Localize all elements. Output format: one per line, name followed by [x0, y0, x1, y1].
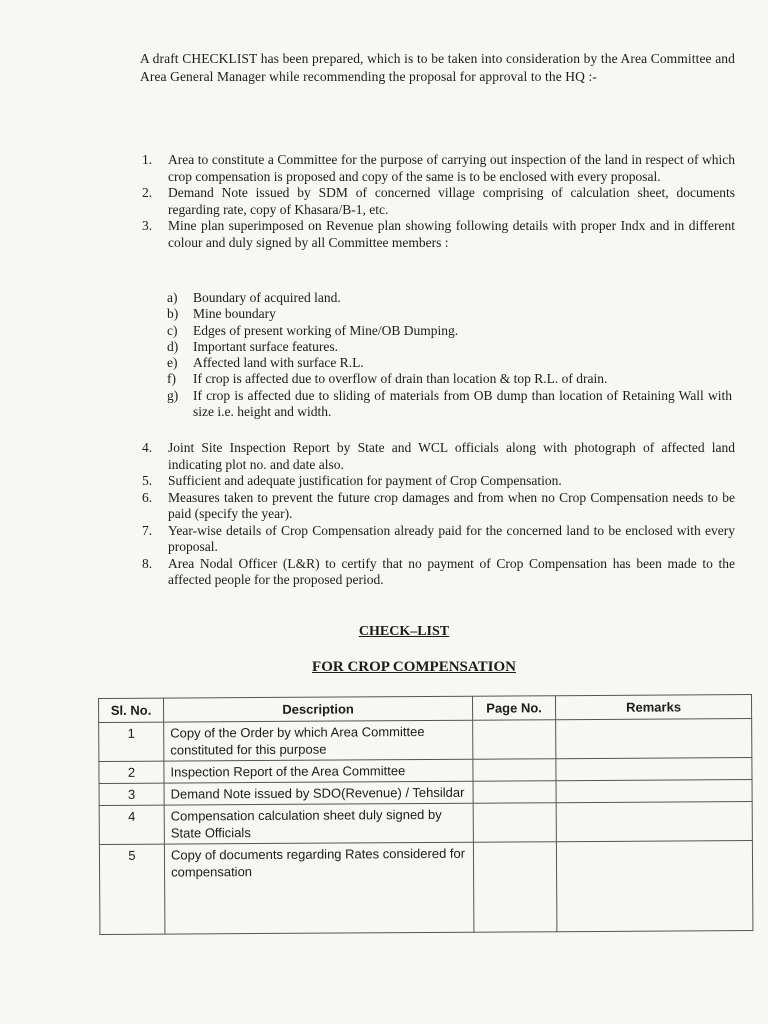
list-item	[140, 473, 735, 490]
item-number: 6.	[142, 489, 153, 505]
item-number: 5.	[142, 473, 153, 488]
item-text: Sufficient and adequate justification for payment of Crop Compensation.	[168, 473, 562, 488]
item-number: 1.	[142, 152, 153, 167]
cell-sl-no: 3	[99, 783, 164, 805]
item-text: Mine plan superimposed on Revenue plan showing following details with proper Indx and in different colour and duly signed by all Committee members :	[168, 218, 735, 250]
item-text: Joint Site Inspection Report by State and WCL officials along with photograph of affected land indicating plot no. and date also.	[168, 440, 735, 472]
sub-list-item	[167, 355, 732, 371]
sub-list-item	[167, 290, 732, 306]
mine-plan-details-list	[167, 290, 732, 420]
item-text: Demand Note issued by SDM of concerned village comprising of calculation sheet, documents regarding rate, copy of Khasara/B-1, etc.	[168, 185, 735, 217]
cell-sl-no: 4	[99, 805, 164, 844]
item-number: 3.	[142, 218, 153, 233]
list-item	[140, 523, 735, 556]
cell-description: Copy of the Order by which Area Committee constituted for this purpose	[164, 720, 473, 761]
cell-page-no	[473, 720, 556, 760]
sub-list-item	[167, 306, 732, 322]
cell-description: Demand Note issued by SDO(Revenue) / Tehsildar	[164, 781, 473, 805]
cell-page-no	[473, 781, 556, 804]
sub-item-text: If crop is affected due to sliding of materials from OB dump than location of Retaining Wall with size i.e. height and width.	[193, 387, 732, 420]
list-item	[140, 185, 735, 218]
sub-item-text: Edges of present working of Mine/OB Dumping.	[193, 322, 459, 338]
sub-item-text: Affected land with surface R.L.	[193, 355, 364, 371]
cell-page-no	[473, 842, 557, 933]
intro-paragraph: A draft CHECKLIST has been prepared, which is to be taken into consideration by the Area Committee and Area General Manager while recommending the proposal for approval to the HQ :-	[140, 51, 735, 84]
list-item	[140, 218, 735, 251]
sub-list-item	[167, 388, 732, 421]
cell-description: Compensation calculation sheet duly signed by State Officials	[164, 803, 473, 844]
sub-item-letter: c)	[167, 322, 178, 338]
header-description: Description	[164, 696, 473, 722]
table-row	[99, 802, 752, 845]
cell-page-no	[473, 759, 556, 782]
sub-item-letter: d)	[167, 338, 179, 354]
checklist-items-4-8	[140, 440, 735, 589]
list-item	[140, 490, 735, 523]
sub-item-letter: e)	[167, 355, 178, 371]
cell-remarks	[556, 758, 752, 781]
cell-sl-no: 2	[99, 761, 164, 783]
cell-remarks	[556, 841, 753, 932]
cell-page-no	[473, 803, 556, 843]
item-number: 7.	[142, 522, 153, 538]
sub-item-letter: b)	[167, 306, 179, 322]
sub-item-letter: a)	[167, 290, 178, 305]
item-text: Area to constitute a Committee for the purpose of carrying out inspection of the land in respect of which crop compensation is proposed and copy of the same is to be enclosed with every proposal.	[168, 152, 735, 184]
table-row	[99, 841, 753, 935]
checklist-items-1-3	[140, 152, 735, 251]
header-page-no: Page No.	[472, 696, 555, 721]
cell-sl-no: 1	[99, 722, 164, 761]
sub-list-item	[167, 323, 732, 339]
item-text: Area Nodal Officer (L&R) to certify that no payment of Crop Compensation has been made to the affected people for the proposed period.	[168, 555, 735, 587]
item-number: 2.	[142, 185, 153, 200]
cell-remarks	[556, 780, 752, 803]
sub-item-letter: f)	[167, 371, 176, 387]
checklist-title: CHECK–LIST	[358, 624, 450, 639]
cell-remarks	[556, 802, 752, 842]
item-number: 8.	[142, 555, 153, 571]
header-remarks: Remarks	[555, 695, 751, 720]
table-row	[99, 719, 752, 762]
sub-item-letter: g)	[167, 387, 179, 403]
cell-remarks	[556, 719, 752, 759]
sub-item-text: If crop is affected due to overflow of drain than location & top R.L. of drain.	[193, 371, 608, 387]
checklist-table	[98, 694, 753, 935]
item-number: 4.	[142, 440, 153, 455]
sub-item-text: Important surface features.	[193, 338, 339, 354]
cell-description: Copy of documents regarding Rates considered for compensation	[164, 842, 474, 934]
checklist-subtitle: FOR CROP COMPENSATION	[312, 659, 516, 675]
list-item	[140, 440, 735, 473]
sub-list-item	[167, 339, 732, 355]
cell-description: Inspection Report of the Area Committee	[164, 759, 473, 783]
header-sl-no: Sl. No.	[99, 698, 164, 722]
sub-item-text: Mine boundary	[193, 306, 276, 322]
item-text: Year-wise details of Crop Compensation already paid for the concerned land to be enclosed with every proposal.	[168, 522, 735, 554]
sub-list-item	[167, 371, 732, 387]
item-text: Measures taken to prevent the future crop damages and from when no Crop Compensation needs to be paid (specify the year).	[168, 489, 735, 521]
cell-sl-no: 5	[99, 844, 165, 934]
list-item	[140, 152, 735, 185]
list-item	[140, 556, 735, 589]
sub-item-text: Boundary of acquired land.	[193, 290, 341, 305]
